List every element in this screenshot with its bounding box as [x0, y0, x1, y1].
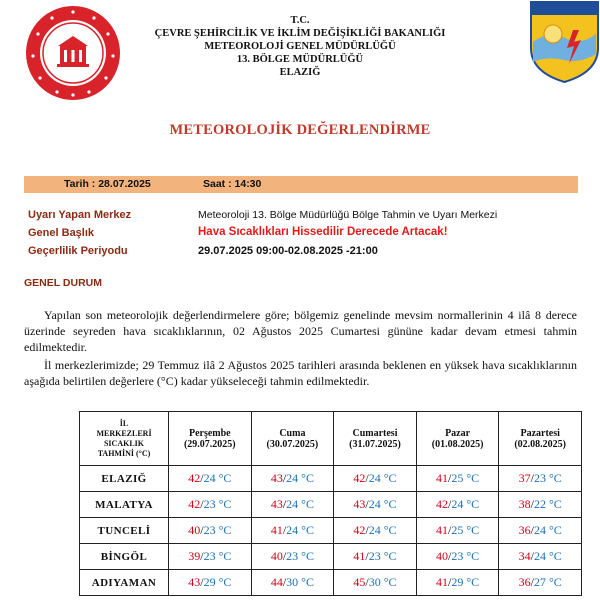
min-temp: 24	[368, 523, 381, 537]
min-temp: 24	[286, 471, 299, 485]
temp-unit: °C	[545, 523, 562, 537]
temp-unit: °C	[545, 549, 562, 563]
temp-unit: °C	[545, 497, 562, 511]
temperature-cell	[169, 466, 252, 492]
min-temp: 30	[286, 575, 299, 589]
corner-line: MERKEZLERİ	[96, 428, 152, 438]
temperature-cell	[334, 570, 417, 596]
header-directorate: METEOROLOJİ GENEL MÜDÜRLÜĞÜ	[204, 41, 396, 52]
max-temp: 41	[436, 523, 448, 537]
city-name: MALATYA	[80, 492, 169, 518]
temp-unit: °C	[298, 523, 314, 537]
temperature-cell	[334, 544, 417, 570]
max-temp: 41	[436, 471, 448, 485]
min-temp: 29	[203, 575, 216, 589]
temp-unit: °C	[380, 523, 397, 537]
meteorology-logo	[529, 0, 600, 84]
max-temp: 43	[188, 575, 201, 589]
report-date: Tarih : 28.07.2025	[64, 178, 151, 190]
temp-unit: °C	[380, 497, 397, 511]
city-name: ADIYAMAN	[80, 570, 169, 596]
temp-unit: °C	[545, 471, 562, 485]
temperature-cell	[251, 492, 334, 518]
temp-unit: °C	[215, 497, 232, 511]
city-name: TUNCELİ	[80, 518, 169, 544]
min-temp: 24	[533, 523, 546, 537]
temperature-cell	[251, 518, 334, 544]
temp-unit: °C	[545, 575, 562, 589]
temperature-cell	[416, 544, 499, 570]
city-name: BİNGÖL	[80, 544, 169, 570]
section-heading: GENEL DURUM	[24, 277, 102, 289]
temp-unit: °C	[215, 549, 232, 563]
table-body	[80, 466, 582, 596]
min-temp: 23	[533, 471, 546, 485]
max-temp: 43	[270, 471, 283, 485]
temp-separator: /	[282, 497, 287, 511]
temperature-cell	[334, 492, 417, 518]
max-temp: 36	[518, 523, 531, 537]
info-label-headline: Genel Başlık	[28, 227, 95, 239]
temperature-cell	[169, 570, 252, 596]
table-row	[80, 492, 582, 518]
temperature-cell	[416, 492, 499, 518]
table-row	[80, 544, 582, 570]
temperature-cell	[334, 518, 417, 544]
temperature-cell	[251, 570, 334, 596]
temperature-cell	[499, 518, 582, 544]
max-temp: 42	[188, 497, 201, 511]
temperature-cell	[251, 544, 334, 570]
day-header	[499, 412, 582, 466]
day-name: Pazar	[445, 427, 471, 439]
temp-separator: /	[200, 575, 204, 589]
table-row	[80, 466, 582, 492]
min-temp: 24	[203, 471, 216, 485]
temp-unit: °C	[298, 497, 314, 511]
max-temp: 37	[518, 471, 531, 485]
table-row	[80, 518, 582, 544]
temp-unit: °C	[215, 523, 232, 537]
max-temp: 43	[270, 497, 283, 511]
max-temp: 40	[270, 549, 283, 563]
info-label-period: Geçerlilik Periyodu	[28, 245, 128, 257]
temp-separator: /	[448, 497, 452, 511]
temp-unit: °C	[298, 471, 314, 485]
temp-separator: /	[365, 549, 369, 563]
min-temp: 23	[203, 523, 216, 537]
min-temp: 27	[533, 575, 546, 589]
day-date: (31.07.2025)	[349, 438, 401, 450]
temp-unit: °C	[215, 575, 232, 589]
day-name: Cuma	[279, 427, 306, 439]
temp-separator: /	[200, 497, 204, 511]
max-temp: 39	[188, 549, 201, 563]
min-temp: 24	[286, 497, 299, 511]
temperature-cell	[169, 518, 252, 544]
ministry-seal-icon	[24, 4, 122, 102]
temp-separator: /	[200, 523, 204, 537]
max-temp: 42	[353, 471, 366, 485]
min-temp: 25	[451, 471, 464, 485]
temp-unit: °C	[380, 471, 397, 485]
max-temp: 40	[436, 549, 448, 563]
day-date: (02.08.2025)	[514, 438, 567, 450]
info-value-headline: Hava Sıcaklıkları Hissedilir Derecede Artacak!	[198, 226, 448, 238]
temp-separator: /	[530, 523, 534, 537]
min-temp: 23	[451, 549, 464, 563]
day-header	[416, 412, 499, 466]
temperature-cell	[416, 466, 499, 492]
temperature-cell	[251, 466, 334, 492]
day-name: Pazartesi	[520, 427, 560, 439]
min-temp: 29	[451, 575, 464, 589]
day-date: (30.07.2025)	[266, 438, 319, 450]
header-city: ELAZIĞ	[279, 67, 321, 78]
temperature-cell	[499, 570, 582, 596]
corner-line: İL	[119, 418, 129, 428]
table-header-row	[80, 412, 582, 466]
temp-unit: °C	[463, 497, 480, 511]
temp-separator: /	[200, 549, 204, 563]
temp-separator: /	[365, 523, 369, 537]
temp-unit: °C	[298, 575, 314, 589]
temp-separator: /	[530, 549, 534, 563]
report-time: Saat : 14:30	[203, 178, 262, 190]
temperature-cell	[499, 466, 582, 492]
temp-separator: /	[282, 471, 287, 485]
min-temp: 24	[286, 523, 299, 537]
temp-unit: °C	[463, 523, 480, 537]
corner-line: SICAKLIK	[103, 438, 144, 448]
city-name: ELAZIĞ	[80, 466, 169, 492]
temp-separator: /	[200, 471, 204, 485]
table-corner-header	[80, 412, 169, 466]
meteorology-shield-icon	[529, 0, 600, 84]
temperature-cell	[499, 492, 582, 518]
info-value-period: 29.07.2025 09:00-02.08.2025 -21:00	[198, 245, 378, 257]
min-temp: 25	[451, 523, 464, 537]
max-temp: 42	[188, 471, 201, 485]
temp-separator: /	[365, 575, 369, 589]
header-regional-office: 13. BÖLGE MÜDÜRLÜĞÜ	[236, 54, 364, 65]
document-title: METEOROLOJİK DEĞERLENDİRME	[169, 122, 431, 138]
max-temp: 41	[436, 575, 448, 589]
temp-separator: /	[365, 471, 369, 485]
ministry-logo	[24, 4, 122, 102]
temp-unit: °C	[298, 549, 314, 563]
temp-separator: /	[448, 523, 452, 537]
temp-separator: /	[530, 471, 534, 485]
day-header	[169, 412, 252, 466]
paragraph-1: Yapılan son meteorolojik değerlendirmelere göre; bölgemiz genelinde mevsim normallerinin 4 ilâ 8 derece üzerinde seyreden hava sıcaklıklarının, 02 Ağustos 2025 Cumartesi gününe kadar devam etmesi tahmin edilmektedir.	[24, 308, 577, 354]
min-temp: 24	[451, 497, 464, 511]
forecast-table	[79, 411, 582, 596]
min-temp: 23	[286, 549, 299, 563]
max-temp: 38	[518, 497, 531, 511]
header-ministry: ÇEVRE ŞEHİRCİLİK VE İKLİM DEĞİŞİKLİĞİ BAKANLIĞI	[154, 28, 446, 39]
temperature-cell	[334, 466, 417, 492]
min-temp: 24	[368, 497, 381, 511]
temp-unit: °C	[463, 575, 480, 589]
date-bar	[24, 176, 578, 193]
temperature-cell	[169, 492, 252, 518]
temp-unit: °C	[380, 549, 397, 563]
min-temp: 30	[368, 575, 381, 589]
min-temp: 23	[203, 497, 216, 511]
info-value-center: Meteoroloji 13. Bölge Müdürlüğü Bölge Tahmin ve Uyarı Merkezi	[198, 209, 498, 221]
temp-separator: /	[448, 471, 452, 485]
temp-unit: °C	[215, 471, 232, 485]
max-temp: 45	[353, 575, 366, 589]
paragraph-2: İl merkezlerimizde; 29 Temmuz ilâ 2 Ağustos 2025 tarihleri arasında beklenen en yüksek hava sıcaklıklarının aşağıda belirtilen değerlere (°C) kadar yükseleceği tahmin edilmektedir.	[24, 358, 577, 388]
min-temp: 24	[368, 471, 381, 485]
temp-unit: °C	[380, 575, 397, 589]
min-temp: 24	[533, 549, 546, 563]
header-republic: T.C.	[290, 15, 310, 26]
max-temp: 42	[353, 523, 366, 537]
day-name: Perşembe	[188, 427, 231, 439]
max-temp: 41	[353, 549, 366, 563]
temperature-cell	[416, 570, 499, 596]
max-temp: 34	[518, 549, 531, 563]
min-temp: 22	[533, 497, 546, 511]
temperature-cell	[499, 544, 582, 570]
table-row	[80, 570, 582, 596]
temp-unit: °C	[463, 471, 480, 485]
max-temp: 44	[270, 575, 283, 589]
day-header	[251, 412, 334, 466]
max-temp: 36	[518, 575, 531, 589]
temperature-cell	[416, 518, 499, 544]
day-name: Cumartesi	[352, 427, 398, 439]
max-temp: 40	[188, 523, 201, 537]
temp-separator: /	[282, 549, 287, 563]
temp-separator: /	[282, 523, 287, 537]
info-label-center: Uyarı Yapan Merkez	[28, 209, 132, 221]
max-temp: 42	[436, 497, 448, 511]
temp-separator: /	[365, 497, 369, 511]
temp-separator: /	[282, 575, 287, 589]
temp-unit: °C	[463, 549, 480, 563]
day-header	[334, 412, 417, 466]
day-date: (01.08.2025)	[431, 438, 484, 450]
min-temp: 23	[368, 549, 381, 563]
max-temp: 41	[270, 523, 283, 537]
corner-line: TAHMİNİ (°C)	[97, 448, 151, 458]
day-date: (29.07.2025)	[183, 438, 236, 450]
max-temp: 43	[353, 497, 366, 511]
temp-separator: /	[530, 497, 534, 511]
min-temp: 23	[203, 549, 216, 563]
temp-separator: /	[530, 575, 534, 589]
temp-separator: /	[448, 575, 452, 589]
temperature-cell	[169, 544, 252, 570]
temp-separator: /	[448, 549, 452, 563]
